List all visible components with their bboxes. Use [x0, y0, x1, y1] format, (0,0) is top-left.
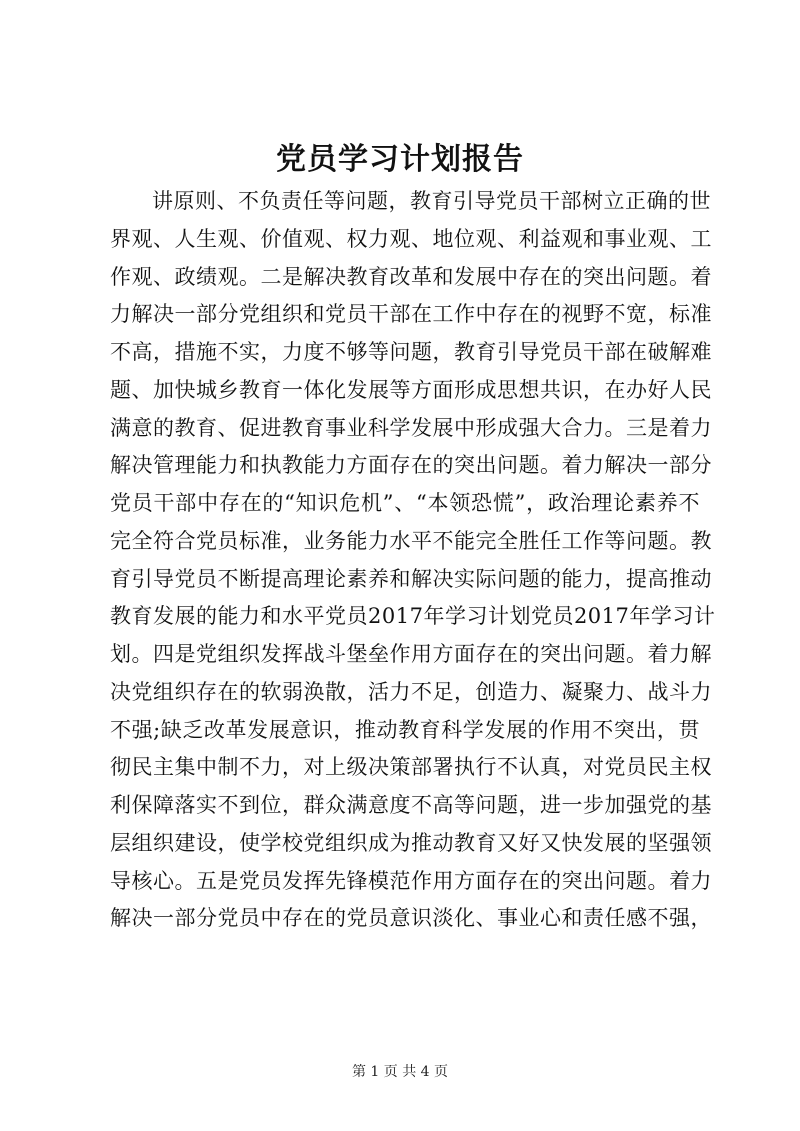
body-line: 决党组织存在的软弱涣散，活力不足，创造力、凝聚力、战斗力 — [110, 679, 712, 704]
body-line: 界观、人生观、价值观、权力观、地位观、利益观和事业观、工 — [110, 226, 712, 251]
body-line: 教育发展的能力和水平党员2017年学习计划党员2017年学习计 — [110, 604, 716, 629]
body-line: 满意的教育、促进教育事业科学发展中形成强大合力。三是着力 — [110, 415, 712, 440]
body-line: 导核心。五是党员发挥先锋模范作用方面存在的突出问题。着力 — [110, 868, 712, 893]
body-line: 育引导党员不断提高理论素养和解决实际问题的能力，提高推动 — [110, 566, 712, 591]
body-line: 不强;缺乏改革发展意识，推动教育科学发展的作用不突出，贯 — [110, 717, 700, 742]
body-line: 力解决一部分党组织和党员干部在工作中存在的视野不宽，标准 — [110, 302, 712, 327]
body-line: 解决管理能力和执教能力方面存在的突出问题。着力解决一部分 — [110, 453, 712, 478]
body-line: 作观、政绩观。二是解决教育改革和发展中存在的突出问题。着 — [110, 264, 712, 289]
body-line: 彻民主集中制不力，对上级决策部署执行不认真，对党员民主权 — [110, 755, 712, 780]
body-line: 解决一部分党员中存在的党员意识淡化、事业心和责任感不强， — [110, 906, 712, 931]
body-line: 划。四是党组织发挥战斗堡垒作用方面存在的突出问题。着力解 — [110, 642, 712, 666]
body-line: 完全符合党员标准，业务能力水平不能完全胜任工作等问题。教 — [110, 528, 712, 553]
body-line: 利保障落实不到位，群众满意度不高等问题，进一步加强党的基 — [110, 793, 712, 817]
page-footer — [0, 1062, 800, 1082]
body-line: 不高，措施不实，力度不够等问题，教育引导党员干部在破解难 — [110, 340, 712, 364]
page-number: 第 1 页 共 4 页 — [351, 1064, 449, 1080]
body-line: 讲原则、不负责任等问题，教育引导党员干部树立正确的世 — [152, 189, 711, 213]
body-line: 题、加快城乡教育一体化发展等方面形成思想共识，在办好人民 — [110, 377, 712, 402]
body-line: 党员干部中存在的“知识危机”、“本领恐慌”，政治理论素养不 — [110, 491, 700, 515]
document-title: 党员学习计划报告 — [276, 142, 524, 177]
body-line: 层组织建设，使学校党组织成为推动教育又好又快发展的坚强领 — [110, 830, 712, 855]
document-body — [110, 183, 716, 938]
